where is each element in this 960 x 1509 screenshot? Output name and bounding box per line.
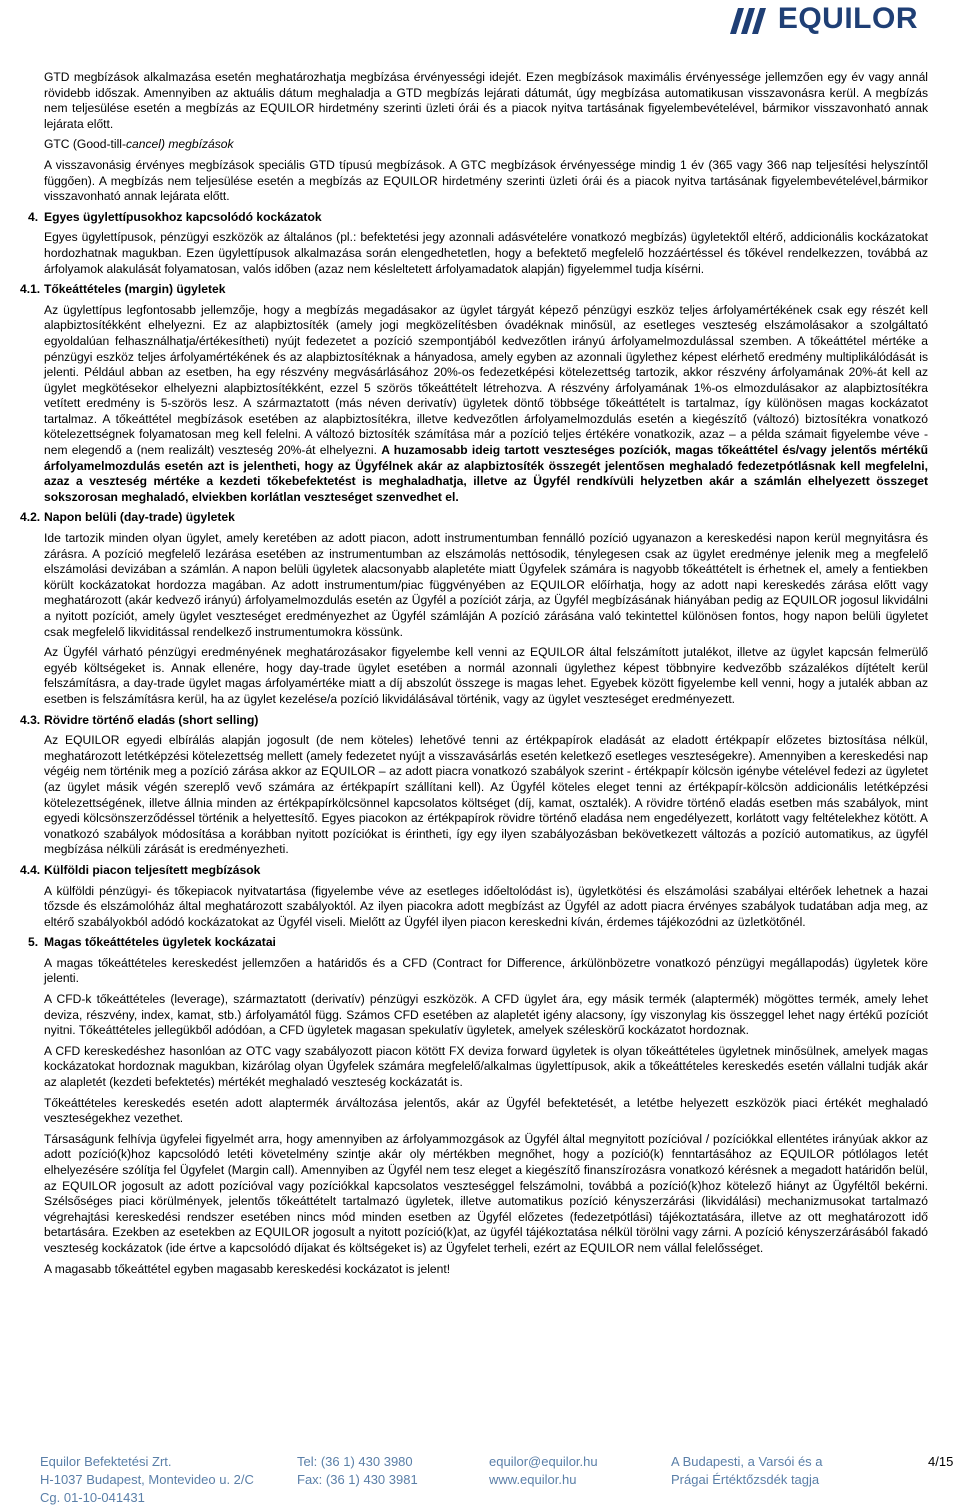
section-4-4-heading [20, 862, 928, 879]
section-number: 4.1. [20, 282, 41, 297]
paragraph-fx-forward: A CFD kereskedéshez hasonlóan az OTC vagy szabályozott piacon kötött FX deviza forward ügyletek is olyan tőkeáttételes ügyletnek minősülnek, amelyek magas kockázatokat hordoznak magukban, kizárólag olyan Ügyfelek számára megfelelő/alkalmas ügylettípusok, akik a tőkeáttételes kereskedés esetén vállalni tudják akár az alapletét (kezdeti befektetés) mértékét meghaladó veszteség kockázatát is. [44, 1043, 928, 1090]
section-4-1-heading [20, 282, 928, 298]
section-title: Külföldi piacon teljesített megbízások [44, 862, 261, 877]
equilor-logo-mark-icon [726, 2, 772, 36]
paragraph-short-selling: Az EQUILOR egyedi elbírálás alapján jogosult (de nem köteles) lehetővé tenni az értékpapírok eladását az eladott értékpapír előzetes biztosítása nélkül, meghatározott letétképzési kötelezettség mellett (amely fedezetet nyújt a visszavásárlás esetén keletkező esetleges veszteségekre). Amennyiben a kereskedési nap végéig nem történik meg a pozíció zárása akkor az EQUILOR – az adott piacra vonatkozó szabályok szerint - értékpapír kölcsön igénybe vételével fedezi az ügyletet (az ügylet másik végén szereplő vevő számára az értékpapírt szállítani kell). Az Ügyfél köteles eleget tenni az értékpapír-kölcsön addicionális letétképzési kötelezettségének, illetve állnia minden az értékpapírkölcsönnel kapcsolatos költséget (díj, kamat, osztalék). A rövidre történő eladás esetben más szabályok, mint egyedi kölcsönszerződéssel történik a helyettesítő. Egyes piacokon az értékpapírok rövidre történő eladása nem engedélyezett, korlátott vagy feltételekhez kötött. A vonatkozó szabályok módosítása a korábban nyitott pozíciókat is érintheti, így egy ilyen szabályozásban bekövetkezett változás a pozíció automatikus, az ügyfél megbízása nélküli zárását is eredményezheti. [44, 733, 928, 857]
paragraph-ugylettipusok: Egyes ügylettípusok, pénzügyi eszközök az általános (pl.: befektetési jegy azonnali adásvételére vonatkozó megbízás) ügyletektől eltérő, addicionális kockázatokat hordozhatnak magukban. Ezen ügylettípusok alkalmazása során elengedhetetlen, hogy a befektető megfelelő hozzáértéssel és tőkével rendelkezzen, továbbá az árfolyamok alakulását folyamatosan, valós időben (azaz nem késleltetett árfolyamadatok alapján) figyelemmel tudja kísérni. [44, 230, 928, 276]
footer-fax: Fax: (36 1) 430 3981 [297, 1472, 418, 1487]
footer-member-1: A Budapesti, a Varsói és a [671, 1454, 823, 1469]
paragraph-final-warning: A magasabb tőkeáttétel egyben magasabb kereskedési kockázatot is jelent! [44, 1261, 451, 1276]
section-title: Egyes ügylettípusokhoz kapcsolódó kockázatok [44, 209, 322, 224]
logo-text: EQUILOR [777, 2, 918, 35]
equilor-logo [726, 2, 918, 36]
footer-company-name: Equilor Befektetési Zrt. [40, 1454, 172, 1469]
footer-membership [671, 1453, 823, 1489]
section-title: Napon belüli (day-trade) ügyletek [44, 510, 235, 525]
paragraph-daytrade-1: Ide tartozik minden olyan ügylet, amely keretében az adott piacon, adott instrumentumban fennálló pozíció ugyanazon a kereskedési napon kerül megnyitásra és zárásra. A pozíció megfelelő lezárása esetében az instrumentumban az elszámolás nettósodik, ténylegesen csak az ügylet eredménye jelenik meg a megfelelő elszámolási devizában a számlán. A napon belüli ügyletek alacsonyabb alapletéte miatt Ügyfelek számára is nagyobb tőkeáttételt is érhetnek el, amely a fentiekben körült kockázatokat hordozza magában. Az adott instrumentum/piac függvényében az EQUILOR előírhatja, hogy az adott napi kereskedés zárása előtt vagy meghatározott (akár kedvező irányú) árfolyamelmozdulás esetén az Ügyfél a pozíciót zárja, az Ügyfél megbízásának hiányában pedig az EQUILOR jogosul likvidálni a nyitott pozíciót, amely ügylet veszteséget eredményezhet az Ügyfél számláján A pozíció zárásána való tekintettel különösen fontos, hogy napon belüli ügyletet csak megfelelő likviditással rendelkező instrumentumokra kössünk. [44, 531, 928, 639]
section-5-heading [28, 935, 928, 951]
page-number: 4/15 [928, 1454, 954, 1469]
footer-member-2: Prágai Értéktőzsdék tagja [671, 1472, 820, 1487]
section-title: Tőkeáttételes (margin) ügyletek [44, 282, 226, 297]
paragraph-daytrade-2: Az Ügyfél várható pénzügyi eredményének meghatározásakor figyelembe kell venni az EQUILOR által felszámított jutalékot, illetve az ügylet kapcsán felmerülő egyéb költségeket is. Annak ellenére, hogy day-trade ügylet esetében a normál azonnali ügylethez képest többnyire kedvezőbb százalékos díjtételt kerül felszámításra, a day-trade ügylet magas árfolyamértéke miatt a díj abszolút összege is magas lehet. Egyebek között figyelembe kell venni, hogy a jutalék abban az esetben is felszámításra kerül, ha az ügylet kezelése/a pozíció likvidálásával történik, vagy az ügylet veszteséget eredményezett. [44, 645, 928, 706]
footer-phone [297, 1453, 418, 1489]
paragraph-gtd: GTD megbízások alkalmazása esetén meghatározhatja megbízása érvényességi idejét. Ezen megbízások maximális érvényessége jellemzően egy év vagy annál rövidebb időszak. Amennyiben az aktuális dátum meghaladja a GTD megbízás lejárati dátumát, úgy megbízása automatikusan visszavonásra kerül. A megbízás nem teljesülése esetén a megbízás az EQUILOR hirdetmény szerinti üzleti órái és a piacok nyitva tartásának figyelembevételével, bármikor visszavonható annak lejárata előtt. [44, 70, 928, 131]
gtc-title-italic: cancel) megbízások [125, 137, 234, 152]
margin-text: Az ügylettípus legfontosabb jellemzője, hogy a megbízás megadásakor az ügylet tárgyát képező pénzügyi eszköz teljes árfolyamértékének csak egy részét kell alapbiztosítékként elhelyezni. Ez az alapbiztosíték (amely jogi megközelítésben óvadéknak minősül, az esetleges veszteség elszámolásakor a szolgáltató egyoldalúan felhasználhatja/értékesítheti) nyújt fedezetet a pozíció szempontjából kedvezőtlen irányú árfolyamelmozdulással szemben. A tőkeáttétel mértéke a pénzügyi eszköz teljes árfolyamértékének és az alapbiztosítéknak a hányadosa, amely egyben az azonnali ügylethez képest elérhető eredmény multiplikálódását is jelenti. Például abban az esetben, ha egy részvény megvásárlásához 20%-os fedezetképési kötelezettség tartozik, akkor részvény árfolyamának 20%-át kell az ügylet megkötésekor elhelyezni alapbiztosítékként, ezzel 5 szörös tőkeáttételt létrehozva. A részvény árfolyamának 1%-os elmozdulásakor az alapbiztosítékra vetített eredmény is 5-szörös lesz. A származtatott (más néven derivatív) ügyletek döntő többsége tőkeáttételt is tartalmaz, így különösen magas kockázatot tartalmaz. A tőkeáttétel megbízások esetében az alapbiztosítékra, illetve kedvezőtlen árfolyamelmozdulás esetén a kiegészítő (változó) biztosítékra vonatkozó kötelezettségnek folyamatosan meg kell felelni. A változó biztosíték számítása már a pozíció teljes értékére vonatkozik, azaz – a példa számait figyelembe véve - nem elegendő a (nem realizált) veszteség 20%-át elhelyezni. [44, 302, 928, 458]
footer-address: H-1037 Budapest, Montevideo u. 2/C [40, 1472, 254, 1487]
section-title: Rövidre történő eladás (short selling) [44, 712, 259, 727]
section-number: 5. [28, 935, 39, 950]
footer-company [40, 1453, 254, 1507]
section-4-3-heading [20, 712, 928, 729]
document-body [20, 70, 928, 1282]
section-number: 4.4. [20, 862, 41, 877]
footer-web: www.equilor.hu [489, 1472, 577, 1487]
gtc-title-part: GTC (Good-till- [44, 137, 126, 152]
footer-email: equilor@equilor.hu [489, 1454, 598, 1469]
footer-registration: Cg. 01-10-041431 [40, 1490, 145, 1505]
paragraph-foreign-markets: A külföldi pénzügyi- és tőkepiacok nyitvatartása (figyelembe véve az esetleges időeltolódást is), ügyletkötési és elszámolási szabályai eltérőek lehetnek a hazai tőzsde és elszámolóház által meghatározott szabályoktól. Az ilyen piacokra adott megbízást az Ügyfél az adott piacra érvényes szabályok tudatában adja meg, az eltérő szabályokból adódó kockázatokat az Ügyfél viseli. Mielőtt az Ügyfél ilyen piacon kereskedni kíván, érdemes tájékozódni az üzletkötőnél. [44, 883, 928, 929]
paragraph-cfd: A CFD-k tőkeáttételes (leverage), származtatott (derivatív) pénzügyi eszközök. A CFD ügylet ára, egy másik termék (alaptermék) mögöttes termék, amely lehet deviza, részvény, index, kamat, stb.) árfolyamától függ. Számos CFD esetében az alapletét igény alacsony, így viszonylag kis összeggel lehet nagy értékű pozíciót nyitni. Tőkeáttételes jellegükből adódóan, a CFD ügyletek magasan spekulatív ügyletek, amelyek széleskörű kockázatot hordoznak. [44, 992, 928, 1038]
paragraph-price-change: Tőkeáttételes kereskedés esetén adott alaptermék árváltozása jelentős, akár az Ügyfél befektetését, a letétbe helyezett eszközök piaci értékét meghaladó veszteségekhez vezethet. [44, 1095, 928, 1126]
paragraph-leverage-intro: A magas tőkeáttételes kereskedést jellemzően a határidős és a CFD (Contract for Difference, árkülönbözetre vonatkozó pénzügyi megállapodás) ügyletek köre jelenti. [44, 955, 928, 986]
paragraph-margin-call: Társaságunk felhívja ügyfelei figyelmét arra, hogy amennyiben az árfolyammozgások az Ügyfél által megnyitott pozícióval / pozíciókkal ellentétes irányúak akkor az adott pozíció(k)hoz kapcsolódó letéti követelmény szintje akár oly mértékben megnőhet, hogy a pozíció(k) fenntartásához az EQUILOR pótlólagos letét elhelyezésére szólítja fel Ügyfelet (Margin call). Amennyiben az Ügyfél nem tesz eleget a kiegészítő finanszírozásra vonatkozó kérésnek a megadott határidőn belül, az EQUILOR jogosult az adott pozícióval vagy pozíciókkal kapcsolatos veszteséggel felszámolni, továbbá a pozíció(k)hoz kötelező hiányt az Ügyféltől bekérni. Szélsőséges piaci körülmények, jelentős tőkeáttételt tartalmazó ügyletek, illetve automatikus pozíció kényszerzárási (likvidálási) mechanizmusokat tartalmazó végrehajtási kereskedési rendszer esetében nincs mód minden esetben az Ügyfél előzetes (fedezetpótlási) tájékoztatására, illetve az ott meghatározott idő betartására. Ezekben az esetekben az EQUILOR jogosult a nyitott pozíció(k)at, az ügyfél tájékoztatása nélkül törölni vagy zárni. A pozíció kényszerzárásából fakadó veszteség kockázatok (ide értve a kapcsolódó díjakat és költségeket is) az Ügyfelet terheli, ezért az EQUILOR nem vállal felelősséget. [44, 1131, 928, 1255]
section-number: 4.3. [20, 712, 41, 727]
section-4-2-heading [20, 510, 928, 526]
section-4-heading [28, 209, 928, 226]
section-title: Magas tőkeáttételes ügyletek kockázatai [44, 935, 276, 950]
gtc-subheading [44, 137, 928, 153]
footer-tel: Tel: (36 1) 430 3980 [297, 1454, 413, 1469]
section-number: 4. [28, 209, 39, 224]
paragraph-gtc: A visszavonásig érvényes megbízások speciális GTD típusú megbízások. A GTC megbízások érvényessége mindig 1 év (365 vagy 366 nap teljesítési helyszíntől függően). A megbízás nem teljesülése esetén a megbízás az EQUILOR hirdetmény szerinti üzleti órái és a piacok nyitva tartásának figyelembevételével,bármikor visszavonható annak lejárata előtt. [44, 157, 928, 204]
page-footer [40, 1453, 954, 1509]
footer-contact [489, 1453, 598, 1489]
paragraph-margin [44, 303, 928, 506]
section-number: 4.2. [20, 510, 41, 525]
margin-warning: A huzamosabb ideig tartott veszteséges pozíciók, magas tőkeáttétel és/vagy jelentős mértékű árfolyamelmozdulás esetén azt is jelentheti, hogy az Ügyfélnek akár az alapbiztosíték összegét jelentősen meghaladó fedezetpótlásnak kell megfelelni, azaz a veszteség mértéke a kezdeti tőkebefektetést is meghaladhatja, illetve az Ügyfél rendkívüli helyzetben akár a számlán elhelyezett összeget sokszorosan meghaladó, elviekben korlátlan veszteséget szenvedhet el. [44, 443, 928, 504]
